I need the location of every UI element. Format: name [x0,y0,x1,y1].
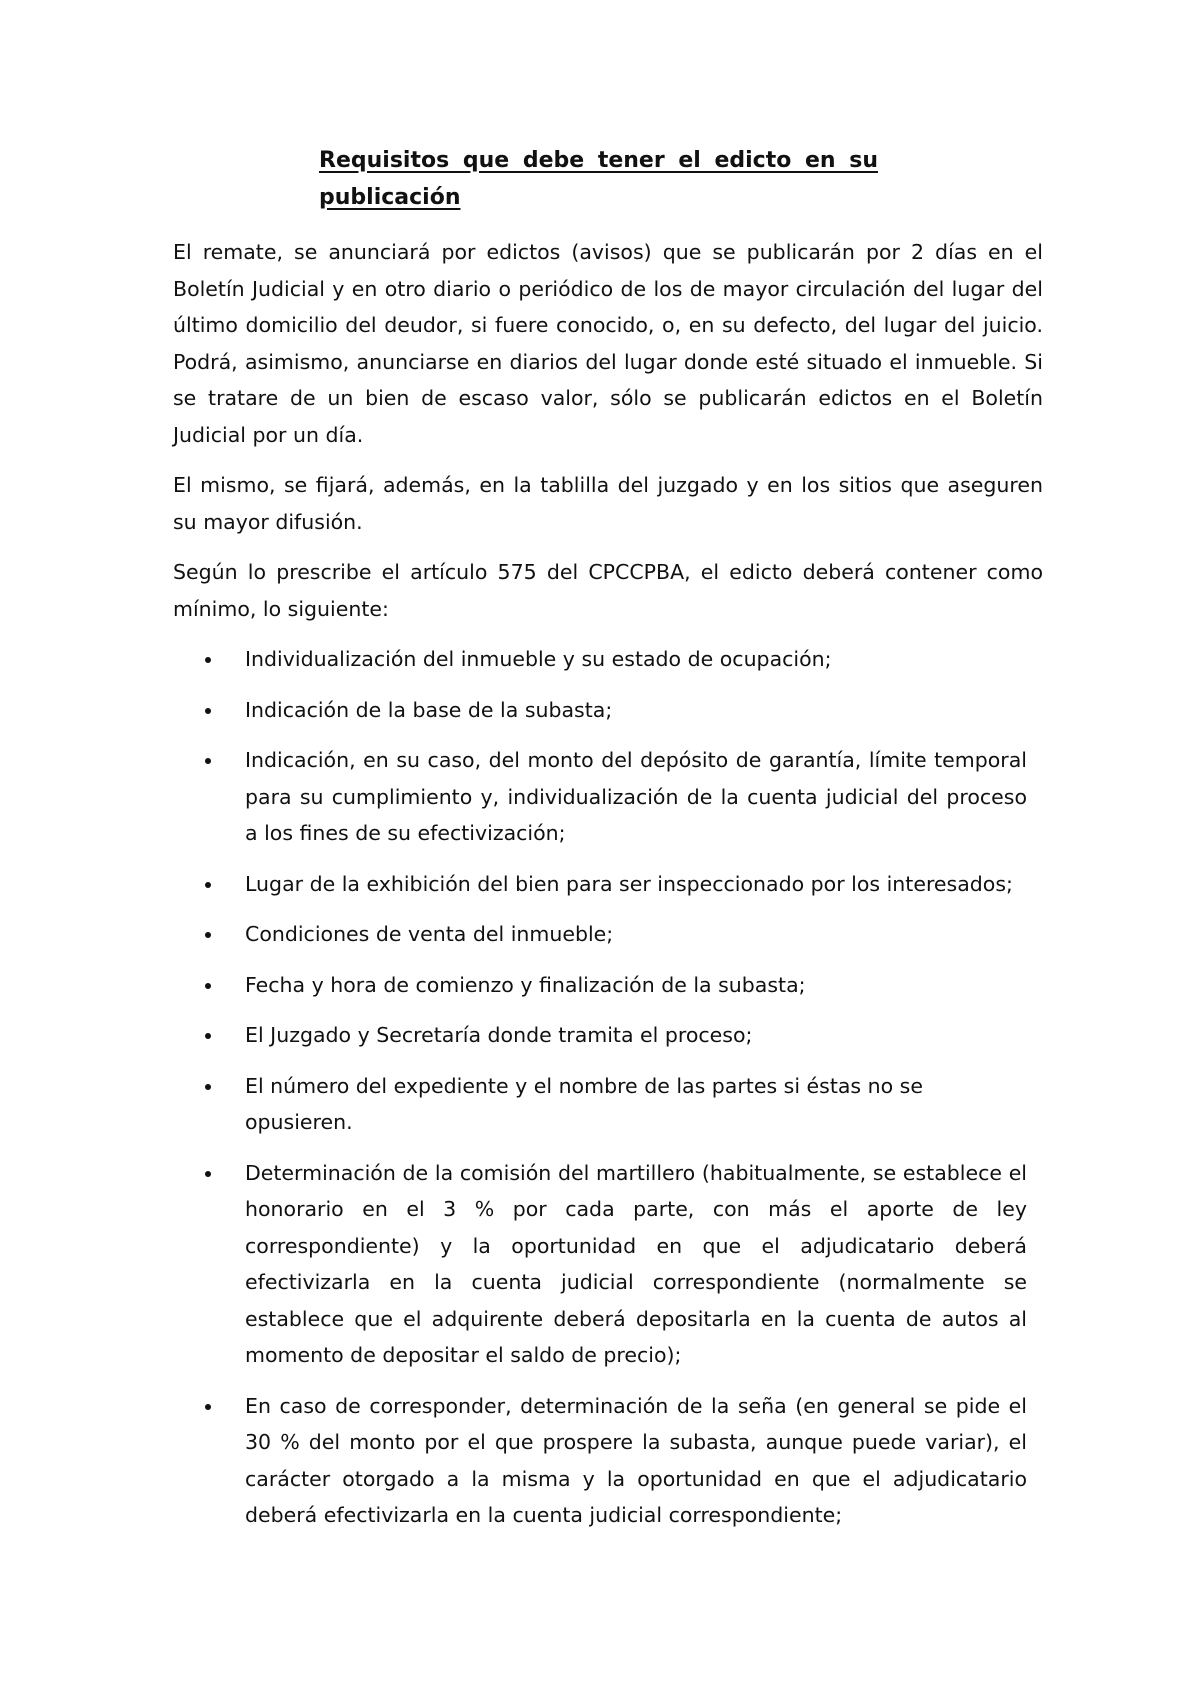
bullet-icon [205,708,211,714]
document-title: Requisitos que debe tener el edicto en su publicación [319,148,879,210]
list-item [173,866,1043,903]
list-item [173,1155,1043,1374]
list-item-text: Determinación de la comisión del martillero (habitualmente, se establece el honorario en el 3 % por cada parte, con más el aporte de ley correspondiente) y la oportunidad en que el adjudicatario deberá efectivizarla en la cuenta judicial correspondiente (normalmente se establece que el adquirente deberá depositarla en la cuenta de autos al momento de depositar el saldo de precio); [245,1160,1027,1367]
paragraph-remate: El remate, se anunciará por edictos (avisos) que se publicarán por 2 días en el Boletín Judicial y en otro diario o periódico de los de mayor circulación del lugar del último domicilio del deudor, si fuere conocido, o, en su defecto, del lugar del juicio. Podrá, asimismo, anunciarse en diarios del lugar donde esté situado el inmueble. Si se tratare de un bien de escaso valor, sólo se publicarán edictos en el Boletín Judicial por un día. [173,240,1043,447]
document-body [173,234,1043,1548]
list-item-text: Indicación, en su caso, del monto del depósito de garantía, límite temporal para su cumplimiento y, individualización de la cuenta judicial del proceso a los fines de su efectivización; [245,748,1027,845]
list-item-text: Fecha y hora de comienzo y finalización de la subasta; [245,972,806,997]
list-item [173,641,1043,678]
list-item-text: En caso de corresponder, determinación de la seña (en general se pide el 30 % del monto por el que prospere la subasta, aunque puede variar), el carácter otorgado a la misma y la oportunidad en que el adjudicatario deberá efectivizarla en la cuenta judicial correspondiente; [245,1393,1027,1527]
bullet-icon [205,1033,211,1039]
bullet-icon [205,932,211,938]
list-item-text: Individualización del inmueble y su estado de ocupación; [245,647,832,671]
list-item [173,1068,1043,1141]
bullet-icon [205,758,211,764]
list-item [173,692,1043,729]
paragraph-articulo-575: Según lo prescribe el artículo 575 del CPCCPBA, el edicto deberá contener como mínimo, lo siguiente: [173,560,1043,621]
bullet-icon [205,882,211,888]
bullet-icon [205,657,211,663]
bullet-icon [205,1084,211,1090]
bullet-icon [205,1404,211,1410]
paragraph-fijacion: El mismo, se fijará, además, en la tablilla del juzgado y en los sitios que aseguren su mayor difusión. [173,473,1043,534]
bullet-icon [205,983,211,989]
list-item [173,742,1043,852]
list-item [173,1017,1043,1054]
list-item [173,916,1043,953]
bullet-icon [205,1171,211,1177]
list-item-text: Condiciones de venta del inmueble; [245,922,614,946]
list-item [173,967,1043,1004]
list-item-text: Lugar de la exhibición del bien para ser inspeccionado por los interesados; [245,871,1013,896]
list-item-text: El Juzgado y Secretaría donde tramita el proceso; [245,1023,753,1047]
requirements-list [173,641,1043,1534]
list-item-text: El número del expediente y el nombre de las partes si éstas no se opusieren. [245,1073,923,1134]
list-item [173,1388,1043,1534]
list-item-text: Indicación de la base de la subasta; [245,697,613,722]
